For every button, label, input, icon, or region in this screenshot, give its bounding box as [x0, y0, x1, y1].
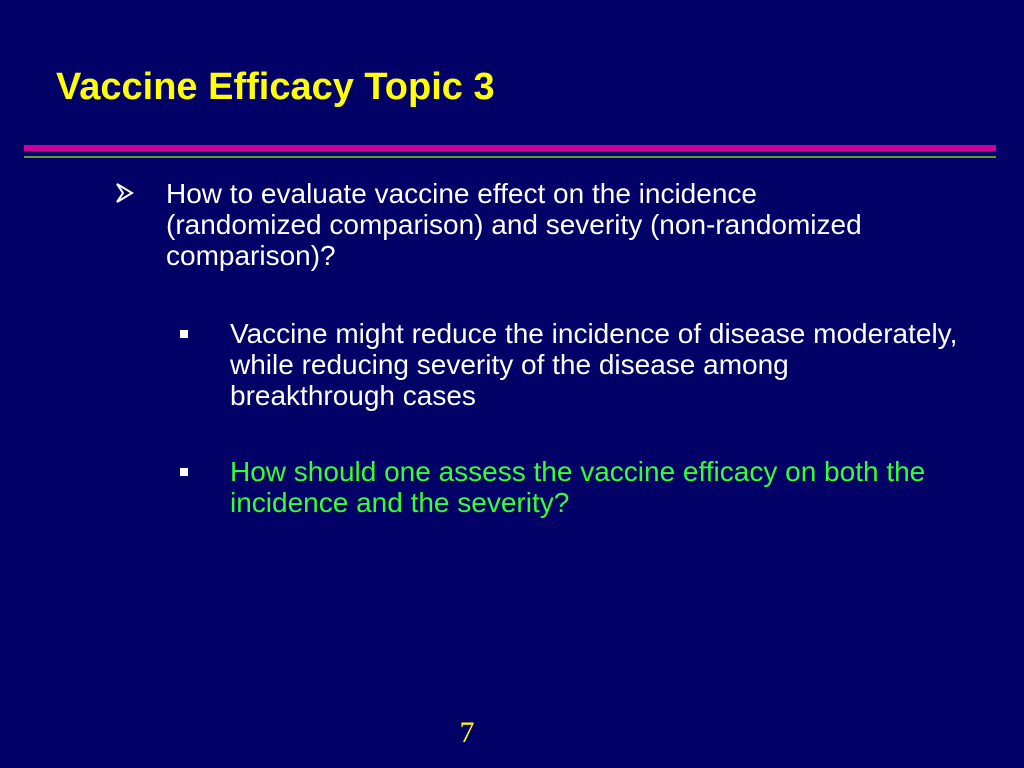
sub-bullet-text-highlight: How should one assess the vaccine efficacy on both the incidence and the severity? [230, 456, 926, 518]
slide-title: Vaccine Efficacy Topic 3 [56, 66, 495, 108]
title-divider-primary [24, 145, 996, 151]
square-bullet-icon [180, 468, 188, 476]
arrowhead-bullet-icon [116, 178, 140, 209]
bullet-main-text: How to evaluate vaccine effect on the incidence (randomized comparison) and severity (non-randomized comparison)? [166, 178, 862, 271]
title-divider-secondary [24, 156, 996, 158]
square-bullet-icon [180, 330, 188, 338]
sub-bullet-text: Vaccine might reduce the incidence of disease moderately, while reducing severity of the disease among breakthrough cases [230, 318, 958, 411]
page-number: 7 [459, 716, 475, 749]
